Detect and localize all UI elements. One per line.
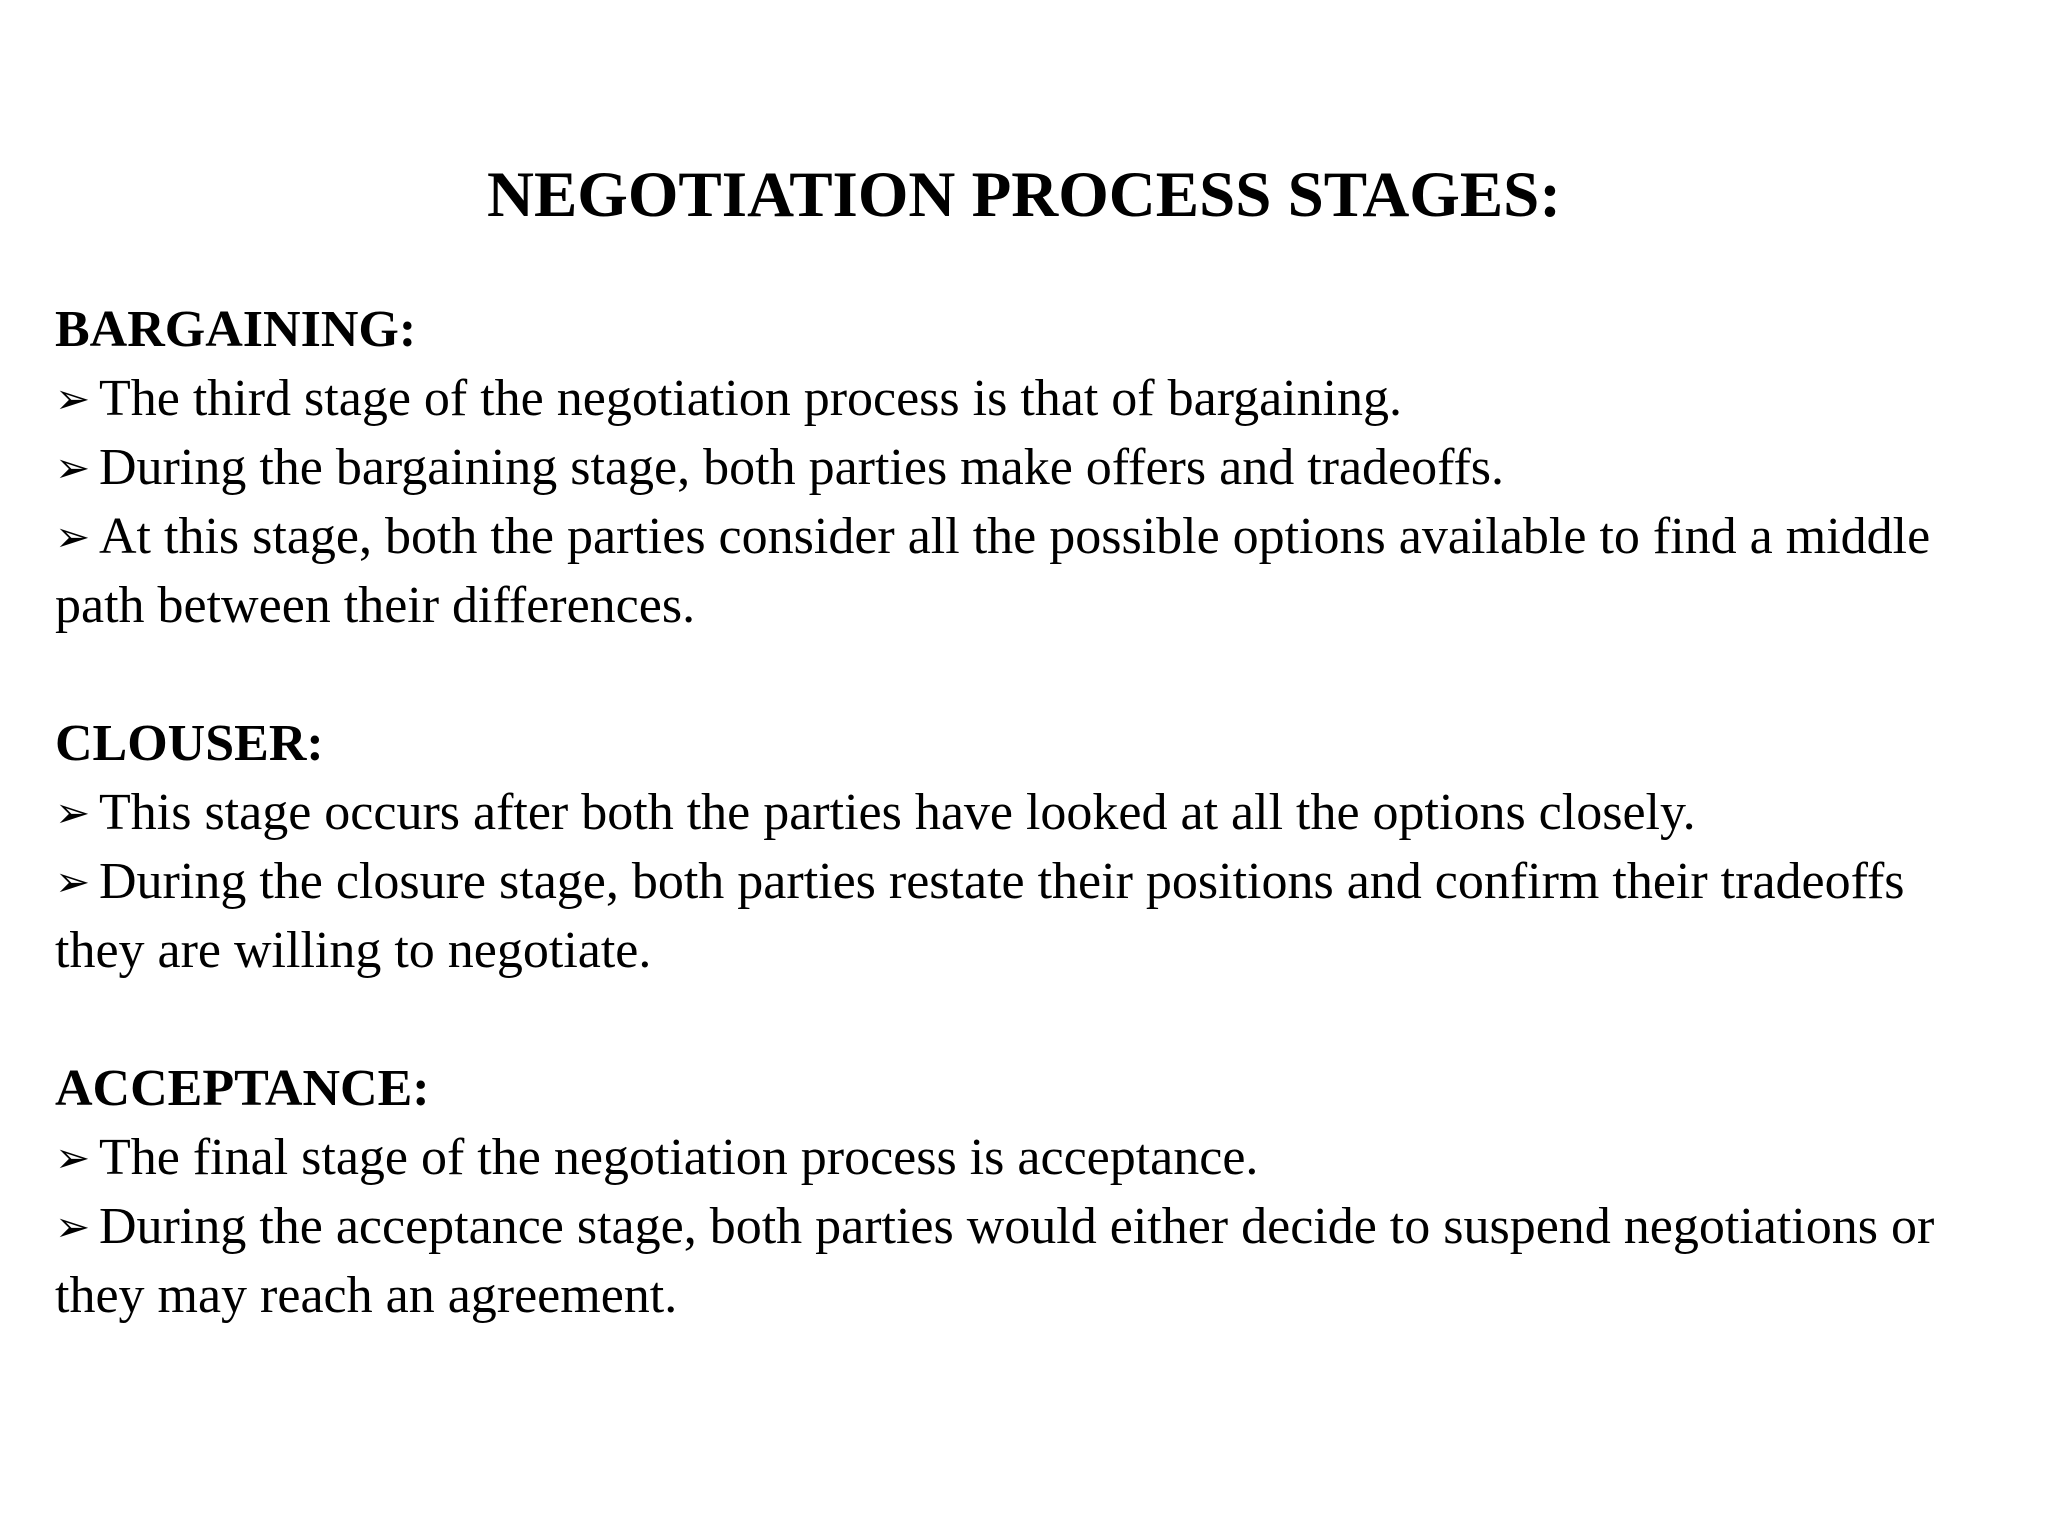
bullet-list bbox=[55, 364, 2005, 640]
arrow-bullet-icon: ➢ bbox=[55, 443, 91, 492]
bullet-item bbox=[55, 433, 2005, 502]
bullet-text: At this stage, both the parties consider all the possible options available to find a middle path between their differences. bbox=[55, 508, 1931, 634]
bullet-item bbox=[55, 847, 2005, 985]
slide-content bbox=[55, 295, 2005, 1330]
bullet-item bbox=[55, 364, 2005, 433]
bullet-text: The final stage of the negotiation process is acceptance. bbox=[99, 1129, 1259, 1186]
section-acceptance bbox=[55, 1054, 2005, 1330]
section-closure bbox=[55, 709, 2005, 985]
bullet-text: During the closure stage, both parties restate their positions and confirm their tradeoffs they are willing to negotiate. bbox=[55, 853, 1905, 979]
bullet-item bbox=[55, 778, 2005, 847]
arrow-bullet-icon: ➢ bbox=[55, 1202, 91, 1251]
arrow-bullet-icon: ➢ bbox=[55, 1133, 91, 1182]
arrow-bullet-icon: ➢ bbox=[55, 857, 91, 906]
arrow-bullet-icon: ➢ bbox=[55, 788, 91, 837]
slide-title: NEGOTIATION PROCESS STAGES: bbox=[487, 159, 1561, 231]
bullet-item bbox=[55, 1192, 2005, 1330]
bullet-item bbox=[55, 502, 2005, 640]
bullet-item bbox=[55, 1123, 2005, 1192]
section-heading: CLOUSER: bbox=[55, 715, 324, 772]
bullet-text: During the bargaining stage, both parties make offers and tradeoffs. bbox=[99, 439, 1505, 496]
bullet-list bbox=[55, 778, 2005, 985]
section-heading: BARGAINING: bbox=[55, 301, 417, 358]
bullet-text: During the acceptance stage, both parties would either decide to suspend negotiations or they may reach an agreement. bbox=[55, 1198, 1935, 1324]
arrow-bullet-icon: ➢ bbox=[55, 512, 91, 561]
section-heading: ACCEPTANCE: bbox=[55, 1060, 430, 1117]
bullet-list bbox=[55, 1123, 2005, 1330]
arrow-bullet-icon: ➢ bbox=[55, 374, 91, 423]
section-bargaining bbox=[55, 295, 2005, 640]
bullet-text: The third stage of the negotiation process is that of bargaining. bbox=[99, 370, 1403, 427]
bullet-text: This stage occurs after both the parties have looked at all the options closely. bbox=[99, 784, 1696, 841]
